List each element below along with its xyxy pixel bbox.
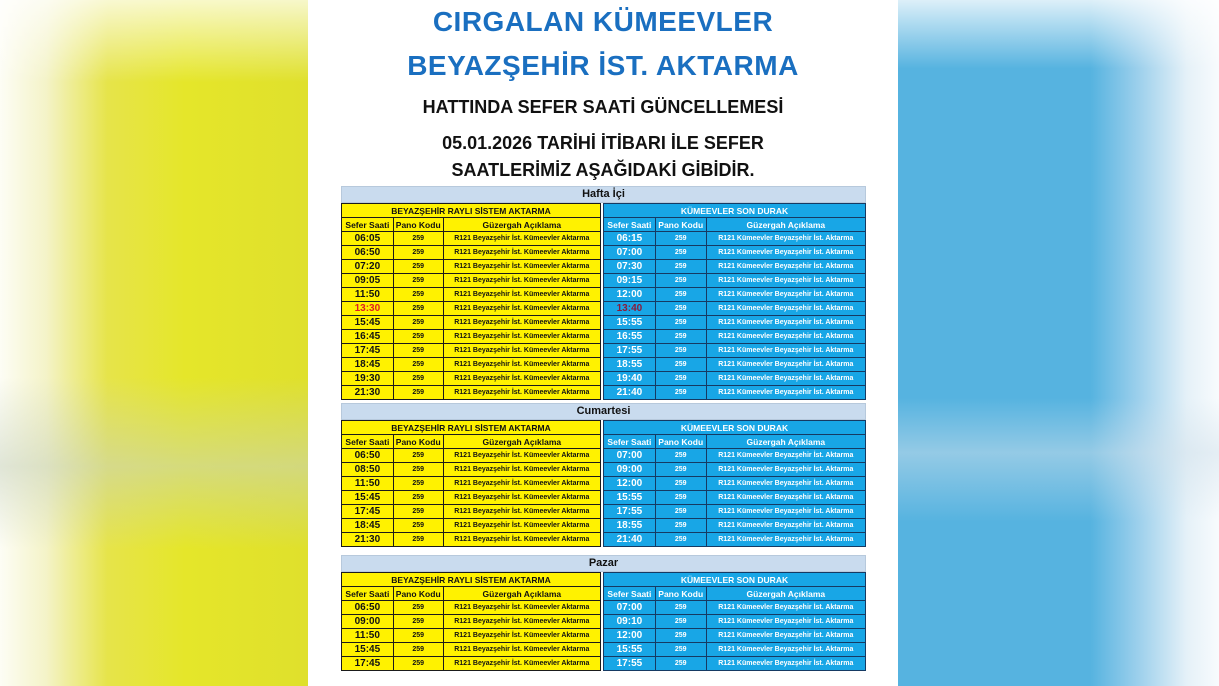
- table-row: [342, 615, 601, 629]
- departure-time: 11:50: [342, 477, 394, 491]
- route-code: 259: [655, 288, 706, 302]
- route-description: R121 Beyazşehir İst. Kümeevler Aktarma: [443, 643, 600, 657]
- blurred-background-yellow: [0, 0, 308, 686]
- departure-time: 12:00: [604, 629, 656, 643]
- stop-name: BEYAZŞEHİR RAYLI SİSTEM AKTARMA: [342, 573, 601, 587]
- departure-time: 21:40: [604, 533, 656, 547]
- departure-time: 18:45: [342, 519, 394, 533]
- route-description: R121 Beyazşehir İst. Kümeevler Aktarma: [443, 316, 600, 330]
- right-schedule-table: [603, 420, 866, 547]
- route-description: R121 Beyazşehir İst. Kümeevler Aktarma: [443, 449, 600, 463]
- subtitle: HATTINDA SEFER SAATİ GÜNCELLEMESİ: [422, 97, 784, 117]
- route-code: 259: [393, 477, 443, 491]
- route-description: R121 Kümeevler Beyazşehir İst. Aktarma: [706, 601, 865, 615]
- route-code: 259: [393, 657, 443, 671]
- route-code: 259: [393, 246, 443, 260]
- route-description: R121 Beyazşehir İst. Kümeevler Aktarma: [443, 344, 600, 358]
- col-header-route: Güzergah Açıklama: [706, 587, 865, 601]
- route-code: 259: [393, 372, 443, 386]
- section-saturday: [341, 403, 866, 546]
- route-description: R121 Beyazşehir İst. Kümeevler Aktarma: [443, 519, 600, 533]
- departure-time: 18:45: [342, 358, 394, 372]
- departure-time: 15:55: [604, 316, 656, 330]
- departure-time: 17:55: [604, 344, 656, 358]
- route-code: 259: [393, 302, 443, 316]
- route-code: 259: [655, 615, 706, 629]
- route-description: R121 Beyazşehir İst. Kümeevler Aktarma: [443, 629, 600, 643]
- col-header-route: Güzergah Açıklama: [706, 218, 865, 232]
- table-row: [604, 246, 866, 260]
- route-description: R121 Kümeevler Beyazşehir İst. Aktarma: [706, 629, 865, 643]
- stop-name: BEYAZŞEHİR RAYLI SİSTEM AKTARMA: [342, 204, 601, 218]
- route-code: 259: [393, 449, 443, 463]
- col-header-route: Güzergah Açıklama: [443, 435, 600, 449]
- table-row: [342, 358, 601, 372]
- route-description: R121 Kümeevler Beyazşehir İst. Aktarma: [706, 330, 865, 344]
- route-description: R121 Kümeevler Beyazşehir İst. Aktarma: [706, 615, 865, 629]
- table-row: [342, 533, 601, 547]
- departure-time: 16:45: [342, 330, 394, 344]
- route-description: R121 Kümeevler Beyazşehir İst. Aktarma: [706, 449, 865, 463]
- col-header-route: Güzergah Açıklama: [443, 587, 600, 601]
- departure-time: 19:40: [604, 372, 656, 386]
- route-code: 259: [393, 288, 443, 302]
- table-row: [342, 232, 601, 246]
- route-description: R121 Beyazşehir İst. Kümeevler Aktarma: [443, 533, 600, 547]
- table-row: [604, 643, 866, 657]
- departure-time: 17:45: [342, 657, 394, 671]
- route-code: 259: [393, 533, 443, 547]
- col-header-time: Sefer Saati: [342, 218, 394, 232]
- table-row: [342, 519, 601, 533]
- table-row: [342, 260, 601, 274]
- table-row: [342, 330, 601, 344]
- left-schedule-table: [341, 572, 601, 671]
- route-code: 259: [393, 519, 443, 533]
- departure-time: 15:45: [342, 643, 394, 657]
- table-row: [604, 629, 866, 643]
- title-line-2: BEYAZŞEHİR İST. AKTARMA: [407, 50, 799, 81]
- table-row: [604, 449, 866, 463]
- route-description: R121 Kümeevler Beyazşehir İst. Aktarma: [706, 657, 865, 671]
- departure-time: 07:00: [604, 449, 656, 463]
- route-code: 259: [655, 316, 706, 330]
- col-header-time: Sefer Saati: [342, 587, 394, 601]
- table-row: [604, 477, 866, 491]
- route-code: 259: [655, 274, 706, 288]
- table-row: [604, 601, 866, 615]
- departure-time: 09:05: [342, 274, 394, 288]
- col-header-code: Pano Kodu: [655, 435, 706, 449]
- departure-time: 21:30: [342, 533, 394, 547]
- table-row: [342, 288, 601, 302]
- section-title: Pazar: [341, 555, 866, 572]
- departure-time: 06:50: [342, 449, 394, 463]
- departure-time: 07:00: [604, 246, 656, 260]
- route-description: R121 Beyazşehir İst. Kümeevler Aktarma: [443, 330, 600, 344]
- route-description: R121 Kümeevler Beyazşehir İst. Aktarma: [706, 232, 865, 246]
- route-description: R121 Beyazşehir İst. Kümeevler Aktarma: [443, 491, 600, 505]
- col-header-code: Pano Kodu: [393, 587, 443, 601]
- route-code: 259: [393, 463, 443, 477]
- col-header-code: Pano Kodu: [393, 218, 443, 232]
- departure-time: 09:00: [604, 463, 656, 477]
- table-row: [342, 302, 601, 316]
- route-code: 259: [655, 344, 706, 358]
- table-row: [342, 386, 601, 400]
- table-row: [604, 288, 866, 302]
- table-row: [604, 260, 866, 274]
- departure-time: 17:55: [604, 505, 656, 519]
- table-row: [604, 615, 866, 629]
- route-description: R121 Kümeevler Beyazşehir İst. Aktarma: [706, 477, 865, 491]
- departure-time: 07:00: [604, 601, 656, 615]
- table-row: [342, 463, 601, 477]
- table-row: [342, 601, 601, 615]
- col-header-route: Güzergah Açıklama: [443, 218, 600, 232]
- departure-time: 17:45: [342, 344, 394, 358]
- departure-time: 06:05: [342, 232, 394, 246]
- stop-name: BEYAZŞEHİR RAYLI SİSTEM AKTARMA: [342, 421, 601, 435]
- route-description: R121 Kümeevler Beyazşehir İst. Aktarma: [706, 372, 865, 386]
- route-code: 259: [393, 491, 443, 505]
- departure-time: 12:00: [604, 477, 656, 491]
- route-code: 259: [655, 246, 706, 260]
- col-header-time: Sefer Saati: [342, 435, 394, 449]
- route-description: R121 Kümeevler Beyazşehir İst. Aktarma: [706, 358, 865, 372]
- col-header-time: Sefer Saati: [604, 587, 656, 601]
- route-code: 259: [393, 344, 443, 358]
- table-row: [604, 344, 866, 358]
- left-schedule-table: [341, 420, 601, 547]
- table-row: [604, 358, 866, 372]
- departure-time: 12:00: [604, 288, 656, 302]
- route-code: 259: [655, 386, 706, 400]
- route-description: R121 Kümeevler Beyazşehir İst. Aktarma: [706, 491, 865, 505]
- route-code: 259: [655, 519, 706, 533]
- table-row: [342, 491, 601, 505]
- route-description: R121 Beyazşehir İst. Kümeevler Aktarma: [443, 463, 600, 477]
- departure-time: 18:55: [604, 519, 656, 533]
- route-description: R121 Beyazşehir İst. Kümeevler Aktarma: [443, 358, 600, 372]
- table-row: [604, 274, 866, 288]
- table-row: [604, 316, 866, 330]
- stop-name: KÜMEEVLER SON DURAK: [604, 573, 866, 587]
- route-description: R121 Beyazşehir İst. Kümeevler Aktarma: [443, 302, 600, 316]
- route-description: R121 Kümeevler Beyazşehir İst. Aktarma: [706, 505, 865, 519]
- left-schedule-table: [341, 203, 601, 400]
- route-code: 259: [655, 463, 706, 477]
- departure-time: 11:50: [342, 629, 394, 643]
- departure-time: 06:15: [604, 232, 656, 246]
- route-description: R121 Beyazşehir İst. Kümeevler Aktarma: [443, 615, 600, 629]
- departure-time: 06:50: [342, 601, 394, 615]
- departure-time: 08:50: [342, 463, 394, 477]
- route-code: 259: [393, 615, 443, 629]
- route-description: R121 Kümeevler Beyazşehir İst. Aktarma: [706, 533, 865, 547]
- departure-time: 06:50: [342, 246, 394, 260]
- notice-line-2: SAATLERİMİZ AŞAĞIDAKİ GİBİDİR.: [451, 160, 755, 180]
- route-description: R121 Kümeevler Beyazşehir İst. Aktarma: [706, 519, 865, 533]
- departure-time: 07:30: [604, 260, 656, 274]
- route-description: R121 Beyazşehir İst. Kümeevler Aktarma: [443, 505, 600, 519]
- departure-time: 21:40: [604, 386, 656, 400]
- route-code: 259: [655, 643, 706, 657]
- route-code: 259: [655, 302, 706, 316]
- table-row: [604, 491, 866, 505]
- table-row: [604, 505, 866, 519]
- departure-time: 15:55: [604, 643, 656, 657]
- route-description: R121 Kümeevler Beyazşehir İst. Aktarma: [706, 260, 865, 274]
- route-code: 259: [393, 358, 443, 372]
- section-title: Cumartesi: [341, 403, 866, 420]
- route-code: 259: [393, 316, 443, 330]
- table-row: [604, 302, 866, 316]
- col-header-code: Pano Kodu: [655, 587, 706, 601]
- departure-time: 15:45: [342, 491, 394, 505]
- right-schedule-table: [603, 572, 866, 671]
- col-header-code: Pano Kodu: [393, 435, 443, 449]
- departure-time: 21:30: [342, 386, 394, 400]
- table-row: [342, 505, 601, 519]
- departure-time: 15:55: [604, 491, 656, 505]
- departure-time: 19:30: [342, 372, 394, 386]
- route-description: R121 Kümeevler Beyazşehir İst. Aktarma: [706, 643, 865, 657]
- table-row: [604, 463, 866, 477]
- table-row: [342, 629, 601, 643]
- blurred-background-blue: [898, 0, 1219, 686]
- route-code: 259: [655, 260, 706, 274]
- route-code: 259: [655, 358, 706, 372]
- route-description: R121 Beyazşehir İst. Kümeevler Aktarma: [443, 246, 600, 260]
- departure-time: 17:45: [342, 505, 394, 519]
- route-code: 259: [655, 372, 706, 386]
- route-description: R121 Beyazşehir İst. Kümeevler Aktarma: [443, 477, 600, 491]
- table-row: [604, 657, 866, 671]
- col-header-route: Güzergah Açıklama: [706, 435, 865, 449]
- departure-time: 13:30: [342, 302, 394, 316]
- route-description: R121 Kümeevler Beyazşehir İst. Aktarma: [706, 386, 865, 400]
- right-schedule-table: [603, 203, 866, 400]
- section-sunday: [341, 555, 866, 670]
- table-row: [342, 274, 601, 288]
- route-code: 259: [393, 629, 443, 643]
- route-code: 259: [393, 386, 443, 400]
- table-row: [342, 372, 601, 386]
- route-description: R121 Beyazşehir İst. Kümeevler Aktarma: [443, 260, 600, 274]
- table-row: [342, 316, 601, 330]
- route-code: 259: [655, 449, 706, 463]
- stop-name: KÜMEEVLER SON DURAK: [604, 204, 866, 218]
- departure-time: 09:15: [604, 274, 656, 288]
- departure-time: 07:20: [342, 260, 394, 274]
- stop-name: KÜMEEVLER SON DURAK: [604, 421, 866, 435]
- route-description: R121 Kümeevler Beyazşehir İst. Aktarma: [706, 302, 865, 316]
- route-code: 259: [655, 629, 706, 643]
- departure-time: 15:45: [342, 316, 394, 330]
- departure-time: 18:55: [604, 358, 656, 372]
- route-description: R121 Beyazşehir İst. Kümeevler Aktarma: [443, 657, 600, 671]
- route-code: 259: [393, 643, 443, 657]
- col-header-time: Sefer Saati: [604, 435, 656, 449]
- route-description: R121 Beyazşehir İst. Kümeevler Aktarma: [443, 601, 600, 615]
- table-row: [342, 246, 601, 260]
- route-code: 259: [655, 330, 706, 344]
- departure-time: 09:00: [342, 615, 394, 629]
- departure-time: 09:10: [604, 615, 656, 629]
- table-row: [604, 372, 866, 386]
- route-code: 259: [393, 505, 443, 519]
- route-code: 259: [655, 505, 706, 519]
- departure-time: 13:40: [604, 302, 656, 316]
- route-description: R121 Beyazşehir İst. Kümeevler Aktarma: [443, 386, 600, 400]
- route-description: R121 Kümeevler Beyazşehir İst. Aktarma: [706, 463, 865, 477]
- departure-time: 16:55: [604, 330, 656, 344]
- route-code: 259: [393, 260, 443, 274]
- route-code: 259: [655, 601, 706, 615]
- route-description: R121 Kümeevler Beyazşehir İst. Aktarma: [706, 316, 865, 330]
- notice-line-1: 05.01.2026 TARİHİ İTİBARI İLE SEFER: [442, 133, 764, 153]
- route-code: 259: [393, 330, 443, 344]
- route-code: 259: [655, 477, 706, 491]
- table-row: [604, 232, 866, 246]
- route-code: 259: [393, 274, 443, 288]
- route-code: 259: [655, 533, 706, 547]
- route-code: 259: [655, 657, 706, 671]
- table-row: [342, 344, 601, 358]
- table-row: [342, 657, 601, 671]
- route-code: 259: [393, 232, 443, 246]
- route-description: R121 Beyazşehir İst. Kümeevler Aktarma: [443, 232, 600, 246]
- table-row: [342, 449, 601, 463]
- table-row: [342, 643, 601, 657]
- section-weekday: [341, 186, 866, 399]
- route-description: R121 Kümeevler Beyazşehir İst. Aktarma: [706, 344, 865, 358]
- route-code: 259: [655, 232, 706, 246]
- route-code: 259: [393, 601, 443, 615]
- table-row: [604, 330, 866, 344]
- route-description: R121 Beyazşehir İst. Kümeevler Aktarma: [443, 288, 600, 302]
- route-description: R121 Beyazşehir İst. Kümeevler Aktarma: [443, 274, 600, 288]
- table-row: [604, 519, 866, 533]
- col-header-code: Pano Kodu: [655, 218, 706, 232]
- departure-time: 11:50: [342, 288, 394, 302]
- title-line-1: CIRGALAN KÜMEEVLER: [432, 6, 774, 37]
- route-description: R121 Beyazşehir İst. Kümeevler Aktarma: [443, 372, 600, 386]
- table-row: [342, 477, 601, 491]
- table-row: [604, 386, 866, 400]
- route-code: 259: [655, 491, 706, 505]
- table-row: [604, 533, 866, 547]
- route-description: R121 Kümeevler Beyazşehir İst. Aktarma: [706, 288, 865, 302]
- route-description: R121 Kümeevler Beyazşehir İst. Aktarma: [706, 246, 865, 260]
- departure-time: 17:55: [604, 657, 656, 671]
- section-title: Hafta İçi: [341, 186, 866, 203]
- route-description: R121 Kümeevler Beyazşehir İst. Aktarma: [706, 274, 865, 288]
- col-header-time: Sefer Saati: [604, 218, 656, 232]
